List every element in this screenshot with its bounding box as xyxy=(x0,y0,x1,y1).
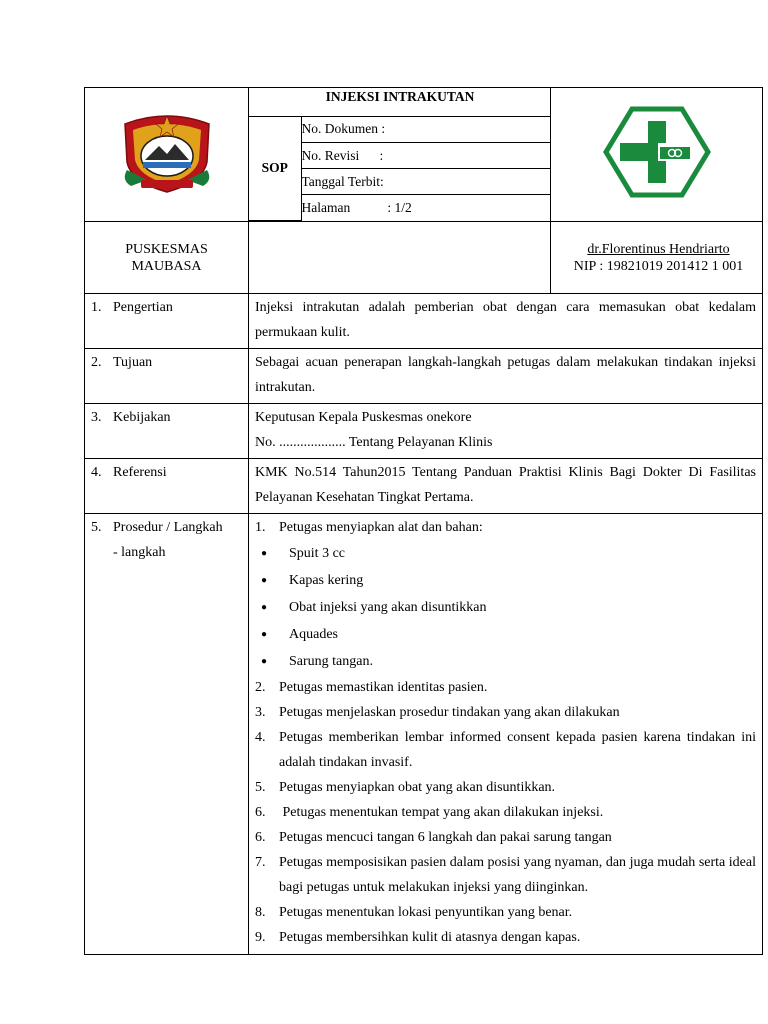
health-cross-logo-icon xyxy=(602,105,712,199)
step-text: Petugas menyiapkan obat yang akan disuntikkan. xyxy=(279,780,556,795)
revision-field: No. Revisi : xyxy=(301,142,551,168)
section-row xyxy=(85,349,763,404)
signer-nip: NIP : 19821019 201412 1 001 xyxy=(573,258,744,274)
section-text xyxy=(249,404,763,459)
section-text: Injeksi intrakutan adalah pemberian obat dengan cara memasukan obat kedalam permukaan kulit. xyxy=(249,294,763,349)
step-number: 5. xyxy=(255,780,266,795)
section-label: Referensi xyxy=(113,465,167,480)
section-row xyxy=(85,294,763,349)
step-number: 4. xyxy=(255,730,266,745)
bullet-text: Aquades xyxy=(289,627,338,642)
bullet-text: Kapas kering xyxy=(289,573,364,588)
section-number: 4. xyxy=(91,465,102,480)
signer-name: dr.Florentinus Hendriarto xyxy=(587,241,730,257)
section-label: Prosedur / Langkah xyxy=(113,520,223,535)
bullet-text: Obat injeksi yang akan disuntikkan xyxy=(289,600,487,615)
section-row xyxy=(85,404,763,459)
bullet-icon: ● xyxy=(261,602,268,613)
signer-cell xyxy=(551,222,763,294)
sop-label: SOP xyxy=(249,116,301,220)
step-text: Petugas menentukan tempat yang akan dilakukan injeksi. xyxy=(279,805,604,820)
section-label: Pengertian xyxy=(113,300,173,315)
step-text: Petugas membersihkan kulit di atasnya dengan kapas. xyxy=(279,930,581,945)
document-title: INJEKSI INTRAKUTAN xyxy=(249,88,551,116)
list-item xyxy=(255,800,756,825)
step-number: 9. xyxy=(255,930,266,945)
doc-number-field: No. Dokumen : xyxy=(301,116,551,142)
bullet-icon: ● xyxy=(261,548,268,559)
title-block xyxy=(249,88,551,222)
section-number: 2. xyxy=(91,355,102,370)
section-text: Sebagai acuan penerapan langkah-langkah petugas dalam melakukan tindakan injeksi intrakutan. xyxy=(249,349,763,404)
list-item xyxy=(255,515,756,540)
section-number: 3. xyxy=(91,410,102,425)
procedure-steps xyxy=(249,514,763,955)
section-row xyxy=(85,514,763,955)
list-item xyxy=(255,850,760,900)
regional-crest-icon xyxy=(117,110,217,194)
bullet-icon: ● xyxy=(261,656,268,667)
section-label: Tujuan xyxy=(113,355,153,370)
step-text: Petugas memposisikan pasien dalam posisi yang nyaman, dan juga mudah serta ideal bagi petugas untuk melakukan injeksi yang diinginkan. xyxy=(279,855,760,895)
org-name: PUSKESMAS xyxy=(125,241,208,257)
policy-line: Keputusan Kepala Puskesmas onekore xyxy=(255,410,472,425)
bullet-icon: ● xyxy=(261,575,268,586)
bullet-text: Spuit 3 cc xyxy=(289,546,345,561)
step-text: Petugas menjelaskan prosedur tindakan yang akan dilakukan xyxy=(279,705,620,720)
step-number: 3. xyxy=(255,705,266,720)
section-number: 5. xyxy=(91,520,102,535)
step-text: Petugas memberikan lembar informed consent kepada pasien karena tindakan ini adalah tindakan invasif. xyxy=(279,730,760,770)
step-text: Petugas menentukan lokasi penyuntikan yang benar. xyxy=(279,905,573,920)
blank-cell xyxy=(249,222,551,294)
bullet-item xyxy=(261,540,756,567)
right-logo-cell xyxy=(551,88,763,222)
step-text: Petugas menyiapkan alat dan bahan: xyxy=(279,520,483,535)
step-number: 2. xyxy=(255,680,266,695)
step-number: 8. xyxy=(255,905,266,920)
bullet-text: Sarung tangan. xyxy=(289,654,373,669)
bullet-item xyxy=(261,567,756,594)
organization-cell xyxy=(85,222,249,294)
list-item xyxy=(255,725,760,775)
sop-document xyxy=(84,87,762,955)
bullet-item xyxy=(261,594,756,621)
bullet-icon: ● xyxy=(261,629,268,640)
list-item xyxy=(255,700,756,725)
step-text: Petugas mencuci tangan 6 langkah dan pakai sarung tangan xyxy=(279,830,612,845)
step-number: 6. xyxy=(255,805,266,820)
list-item xyxy=(255,775,756,800)
section-number: 1. xyxy=(91,300,102,315)
org-location: MAUBASA xyxy=(131,258,202,274)
bullet-item xyxy=(261,648,756,675)
left-logo-cell xyxy=(85,88,249,222)
policy-line: No. ................... Tentang Pelayanan Klinis xyxy=(255,435,493,450)
list-item xyxy=(255,900,756,925)
section-text: KMK No.514 Tahun2015 Tentang Panduan Praktisi Klinis Bagi Dokter Di Fasilitas Pelayanan Kesehatan Tingkat Pertama. xyxy=(249,459,763,514)
page-field: Halaman : 1/2 xyxy=(301,195,551,221)
section-label: Kebijakan xyxy=(113,410,171,425)
step-text: Petugas memastikan identitas pasien. xyxy=(279,680,488,695)
step-number: 1. xyxy=(255,520,266,535)
list-item xyxy=(255,675,756,700)
step-number: 7. xyxy=(255,855,266,870)
step-number: 6. xyxy=(255,830,266,845)
list-item xyxy=(255,925,756,950)
list-item xyxy=(255,825,756,850)
sop-header xyxy=(84,87,763,294)
issue-date-field: Tanggal Terbit: xyxy=(301,169,551,195)
section-row xyxy=(85,459,763,514)
bullet-item xyxy=(261,621,756,648)
section-label-cont: - langkah xyxy=(113,545,166,560)
sop-body xyxy=(84,293,763,955)
